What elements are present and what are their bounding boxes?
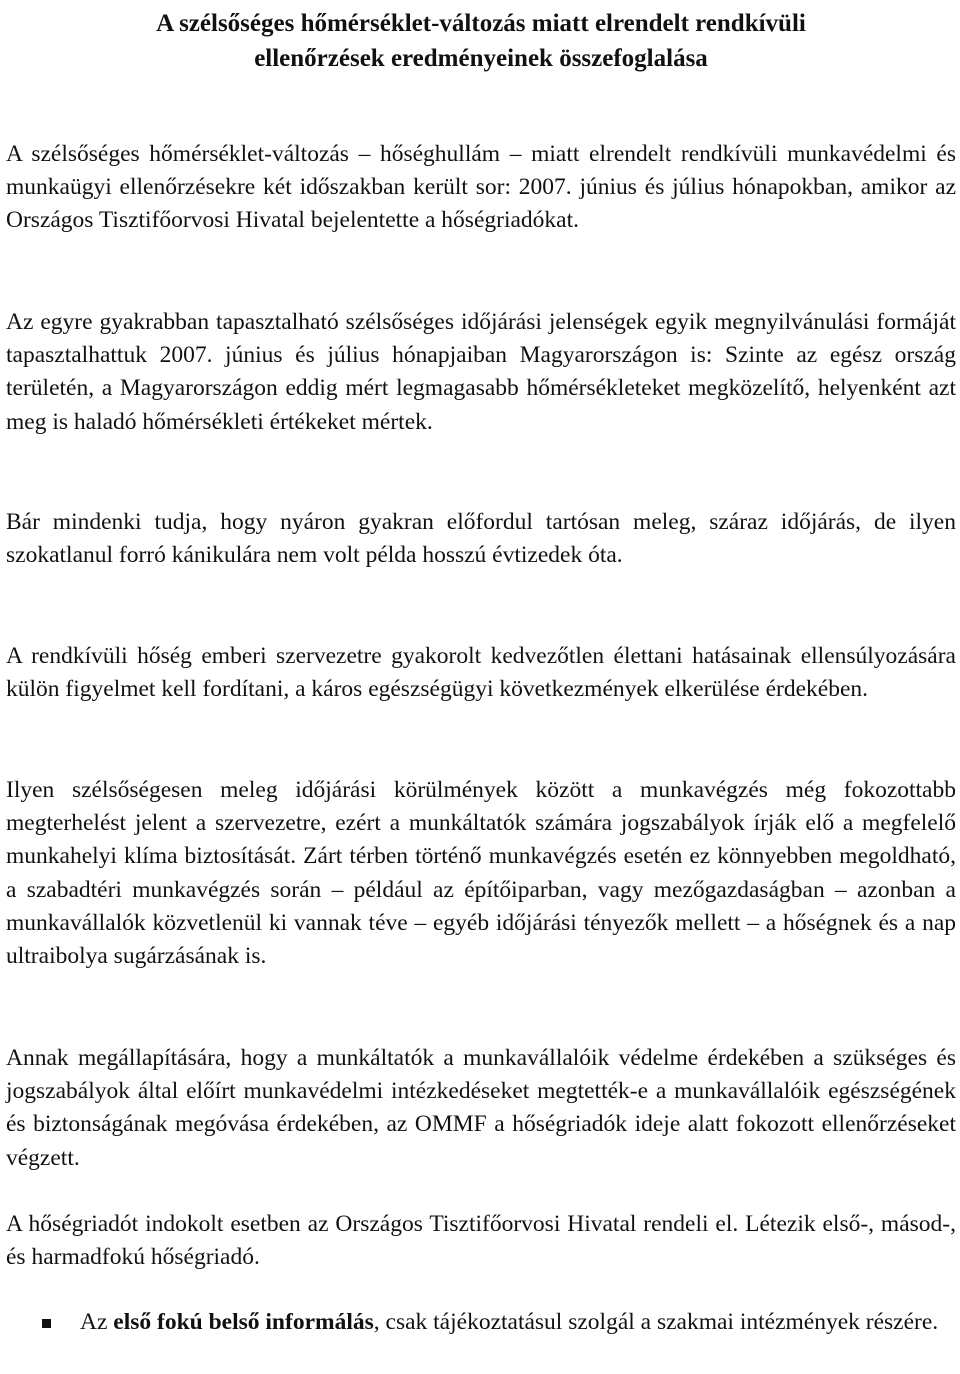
bullet-text [80, 1306, 956, 1339]
bullet-rest: , csak tájékoztatásul szolgál a szakmai intézmények részére. [373, 1309, 939, 1335]
bullet-lead: Az [80, 1309, 114, 1335]
square-bullet-icon [42, 1319, 51, 1328]
document-title [6, 6, 956, 76]
paragraph-6: Annak megállapítására, hogy a munkáltatók a munkavállalóik védelme érdekében a szükséges és jogszabályok által előírt munkavédelmi intézkedéseket megtették-e a munkavállalóik egészségének és biztonságának megóvása érdekében, az OMMF a hőségriadók ideje alatt fokozott ellenőrzéseket végzett. [6, 1045, 956, 1171]
paragraph-5: Ilyen szélsőségesen meleg időjárási körülmények között a munkavégzés még fokozottabb megterhelést jelent a szervezetre, ezért a munkáltatók számára jogszabályok írják elő a megfelelő munkahelyi klíma biztosítását. Zárt térben történő munkavégzés esetén ez könnyebben megoldható, a szabadtéri munkavégzés során – például az építőiparban, vagy mezőgazdaságban – azonban a munkavállalók közvetlenül ki vannak téve – egyéb időjárási tényezők mellett – a hőségnek és a nap ultraibolya sugárzásának is. [6, 777, 956, 970]
paragraph-1: A szélsőséges hőmérséklet-változás – hőséghullám – miatt elrendelt rendkívüli munkavédelmi és munkaügyi ellenőrzésekre két időszakban került sor: 2007. június és július hónapokban, amikor az Országos Tisztifőorvosi Hivatal bejelentette a hőségriadókat. [6, 141, 956, 234]
title-line-2: ellenőrzések eredményeinek összefoglalása [254, 45, 708, 72]
paragraph-3: Bár mindenki tudja, hogy nyáron gyakran előfordul tartósan meleg, száraz időjárás, de ilyen szokatlanul forró kánikulára nem volt példa hosszú évtizedek óta. [6, 509, 956, 569]
bullet-bold-term: első fokú belső informálás [113, 1309, 374, 1335]
document-page [6, 0, 956, 1335]
paragraph-4: A rendkívüli hőség emberi szervezetre gyakorolt kedvezőtlen élettani hatásainak ellensúlyozására külön figyelmet kell fordítani, a káros egészségügyi következmények elkerülése érdekében. [6, 643, 956, 703]
title-line-1: A szélsőséges hőmérséklet-változás miatt elrendelt rendkívüli [156, 10, 806, 37]
paragraph-2: Az egyre gyakrabban tapasztalható szélsőséges időjárási jelenségek egyik megnyilvánulási formáját tapasztalhattuk 2007. június és július hónapjaiban Magyarországon is: Szinte az egész ország területén, a Magyarországon eddig mért legmagasabb hőmérsékleteket megközelítő, helyenként azt meg is haladó hőmérsékleti értékeket mértek. [6, 309, 956, 435]
paragraph-7: A hőségriadót indokolt esetben az Országos Tisztifőorvosi Hivatal rendeli el. Létezik első-, másod-, és harmadfokú hőségriadó. [6, 1211, 956, 1271]
